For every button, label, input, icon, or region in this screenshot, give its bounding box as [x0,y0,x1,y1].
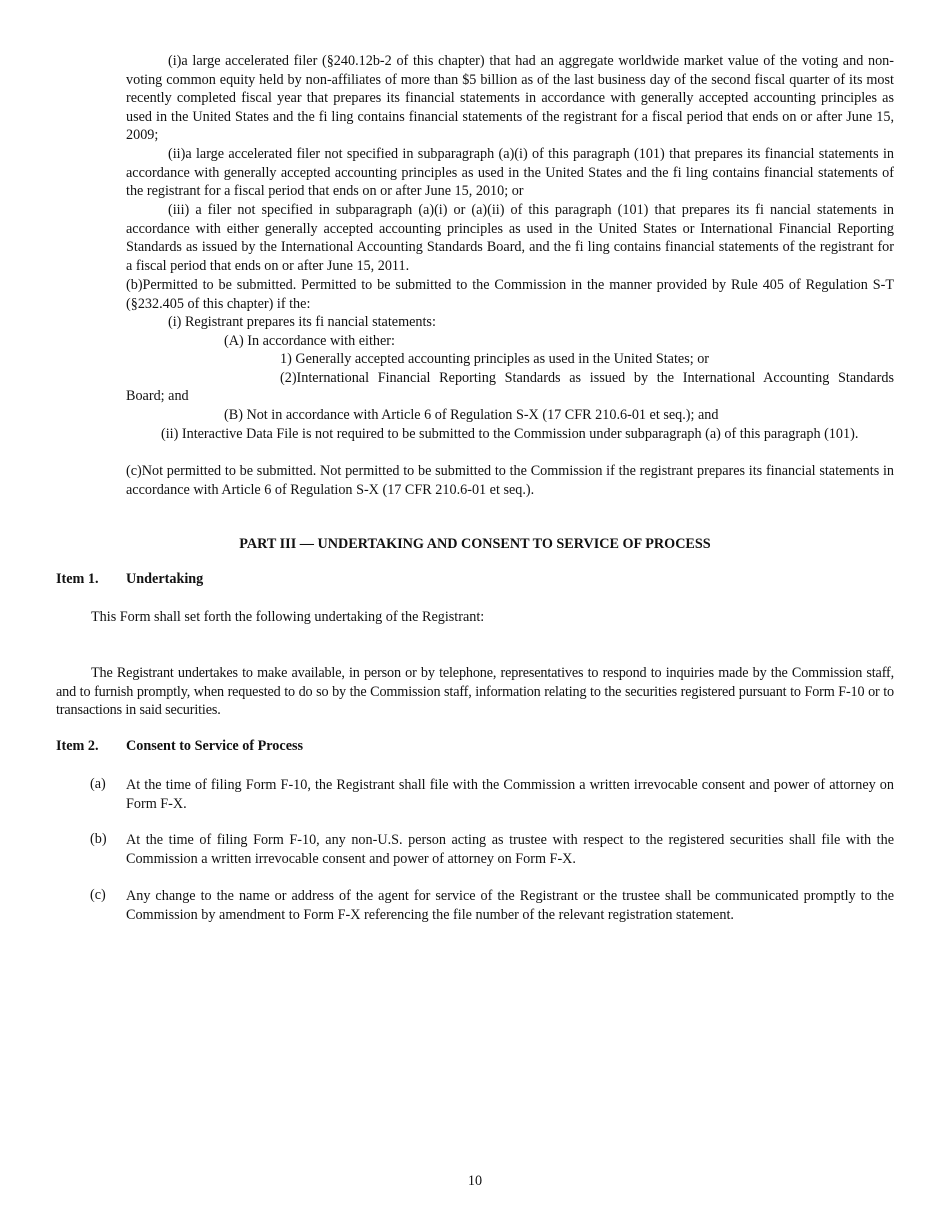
item2-title: Consent to Service of Process [126,738,304,754]
item1-title: Undertaking [126,571,204,587]
para-b-A: (A) In accordance with either: [224,333,395,349]
item2-number: Item 2. [56,738,99,754]
subitem-letter: (a) [90,776,106,792]
item1-heading [56,571,203,588]
para-b-2: (2)International Financial Reporting Standards as issued by the International Accounting Standards [280,370,894,386]
item2-subitem-b [90,831,894,868]
subitem-text: Any change to the name or address of the agent for service of the Registrant or the trustee shall be communicated promptly to the Commission by amendment to Form F-X referencing the file number of the relevant registration statement. [126,888,894,923]
para-a-ii: (ii)a large accelerated filer not specified in subparagraph (a)(i) of this paragraph (101) that prepares its financial statements in accordance with generally accepted accounting principles as used in the United States and the fi ling contains financial statements of the registrant for a fiscal period that ends on or after June 15, 2010; or [126,146,894,200]
para-b-B: (B) Not in accordance with Article 6 of Regulation S-X (17 CFR 210.6-01 et seq.); and [224,407,719,423]
item2-subitem-a [90,776,894,813]
subitem-letter: (c) [90,887,106,903]
para-b-1: 1) Generally accepted accounting principles as used in the United States; or [280,351,710,367]
para-c: (c)Not permitted to be submitted. Not permitted to be submitted to the Commission if the registrant prepares its financial statements in accordance with Article 6 of Regulation S-X (17 CFR 210.6-01 et seq.). [126,463,894,498]
item2-subitem-c [90,887,894,924]
item2-heading [56,738,303,755]
para-b-ii: (ii) Interactive Data File is not required to be submitted to the Commission under subparagraph (a) of this paragraph (101). [161,426,859,442]
subitem-text: At the time of filing Form F-10, the Registrant shall file with the Commission a written irrevocable consent and power of attorney on Form F-X. [126,777,894,812]
item1-body: The Registrant undertakes to make available, in person or by telephone, representatives to respond to inquiries made by the Commission staff, and to furnish promptly, when requested to do so by the Commission staff, information relating to the securities registered pursuant to Form F-10 or to transactions in said securities. [56,665,894,719]
para-a-i: (i)a large accelerated filer (§240.12b-2 of this chapter) that had an aggregate worldwide market value of the voting and non-voting common equity held by non-affiliates of more than $5 billion as of the last business day of the second fiscal quarter of its most recently completed fiscal year that prepares its financial statements in accordance with generally accepted accounting principles as used in the United States and the fi ling contains financial statements of the registrant for a fiscal period that ends on or after June 15, 2009; [126,53,894,144]
para-a-iii: (iii) a filer not specified in subparagraph (a)(i) or (a)(ii) of this paragraph (101) that prepares its fi nancial statements in accordance with either generally accepted accounting principles as used in the United States or International Financial Reporting Standards as issued by the International Accounting Standards Board, and the fi ling contains financial statements of the registrant for a fiscal period that ends on or after June 15, 2011. [126,202,894,274]
para-b-i: (i) Registrant prepares its fi nancial statements: [168,314,436,330]
item1-number: Item 1. [56,571,99,587]
subitem-text: At the time of filing Form F-10, any non-U.S. person acting as trustee with respect to the registered securities shall file with the Commission a written irrevocable consent and power of attorney on Form F-X. [126,832,894,867]
subitem-letter: (b) [90,831,107,847]
part-heading: PART III — UNDERTAKING AND CONSENT TO SERVICE OF PROCESS [239,536,711,552]
item1-intro: This Form shall set forth the following undertaking of the Registrant: [91,609,485,625]
page-number: 10 [467,1173,483,1189]
para-b-intro: (b)Permitted to be submitted. Permitted to be submitted to the Commission in the manner provided by Rule 405 of Regulation S-T (§232.405 of this chapter) if the: [126,277,894,312]
para-b-2-cont: Board; and [126,388,189,404]
